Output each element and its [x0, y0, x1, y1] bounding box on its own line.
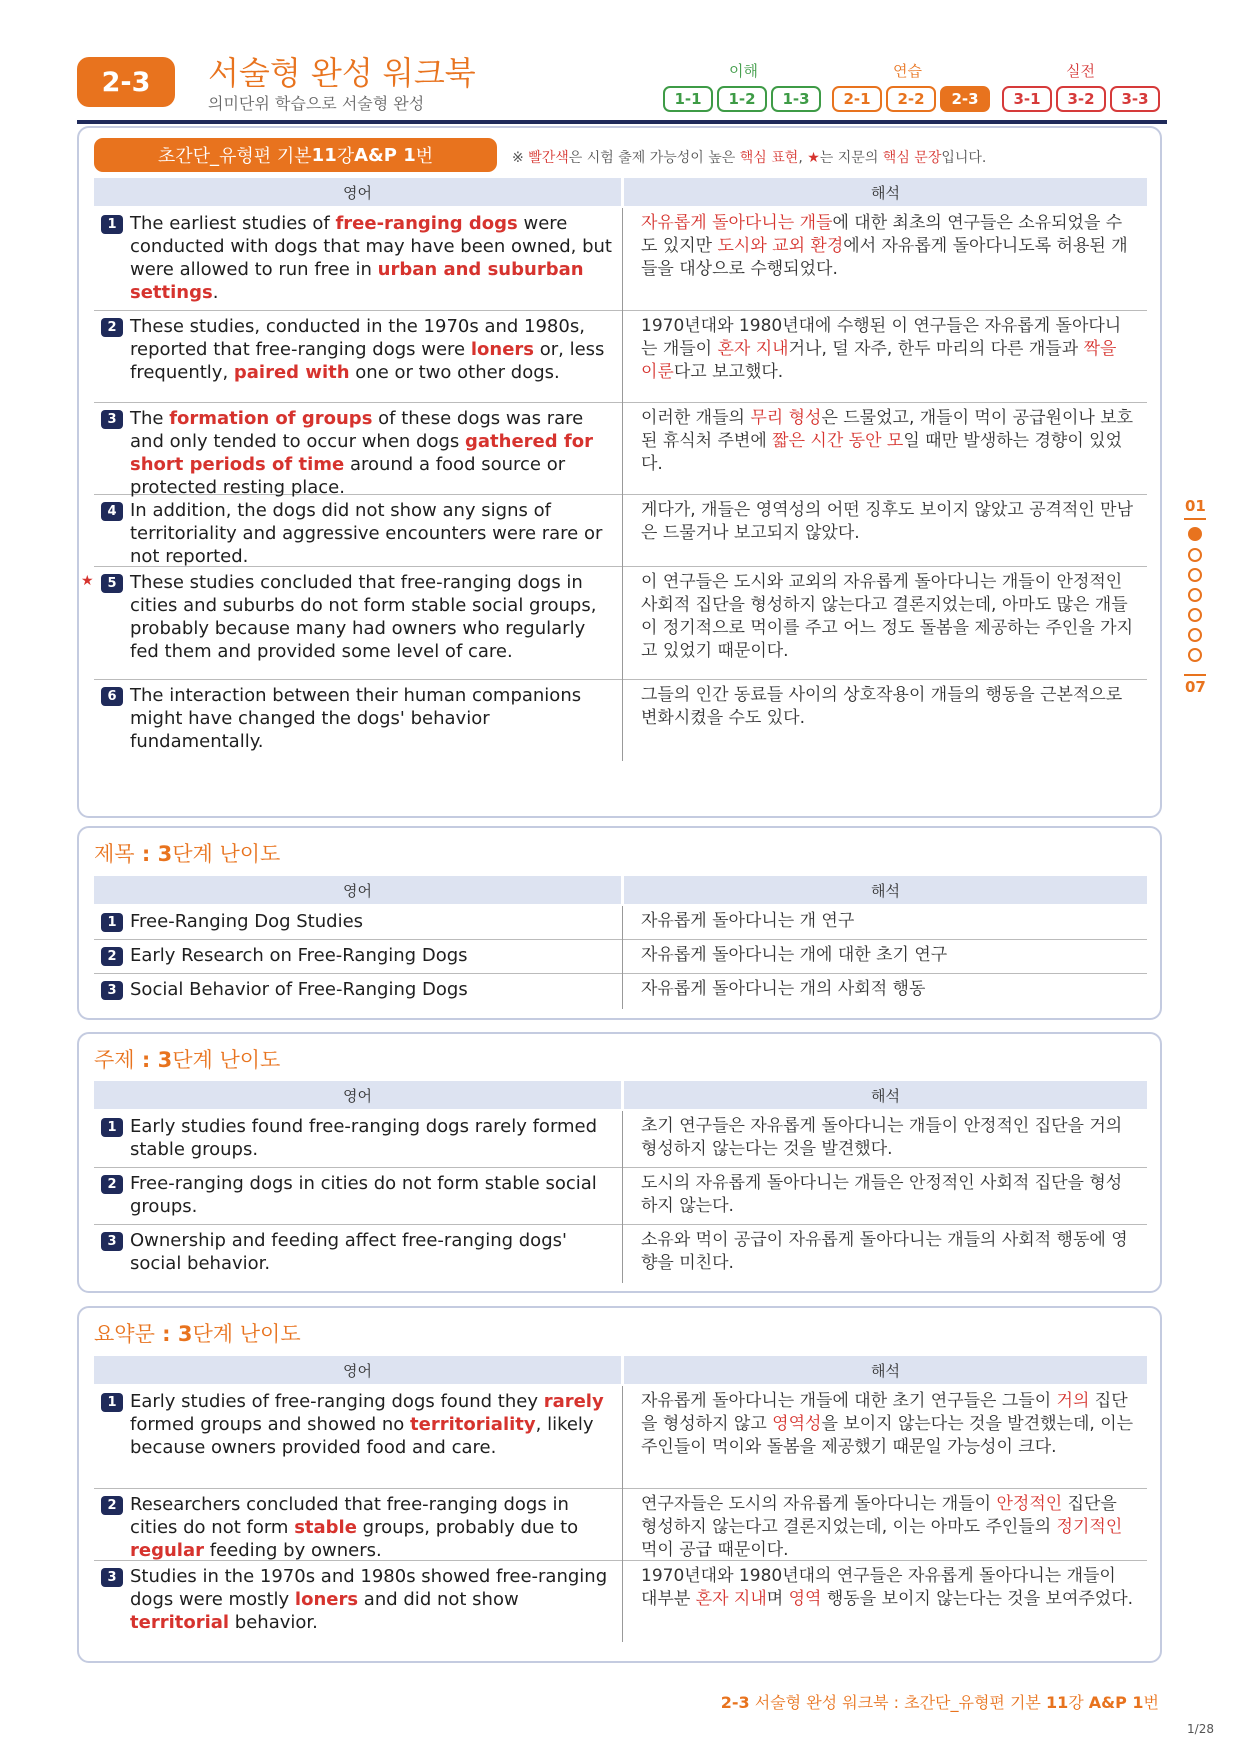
- sentence-number: 3: [101, 410, 123, 429]
- unit-pill-1-3[interactable]: 1-3: [771, 86, 821, 112]
- option-english: Social Behavior of Free-Ranging Dogs: [130, 979, 468, 1000]
- column-header-translation: 해석: [624, 1356, 1147, 1384]
- unit-pill-3-3[interactable]: 3-3: [1110, 86, 1160, 112]
- sentence-number: 2: [101, 318, 123, 337]
- column-header-english: 영어: [94, 876, 621, 904]
- option-number: 1: [101, 1118, 123, 1137]
- side-pager-divider: [1184, 674, 1206, 676]
- key-sentence-star-icon: ★: [81, 573, 94, 589]
- option-english: Free-ranging dogs in cities do not form stable social groups.: [130, 1173, 597, 1217]
- option-number: 3: [101, 1568, 123, 1587]
- sentence-row: 4 In addition, the dogs did not show any signs of territoriality and aggressive encounters were rare or not reported. 게다가, 개들은 영역성의 어떤 징후도 보이지 않았고 공격적인 만남은 드물거나 보고되지 않았다.: [94, 495, 1147, 567]
- sentence-row: 2 These studies, conducted in the 1970s and 1980s, reported that free-ranging dogs were loners or, less frequently, paired with one or two other dogs. 1970년대와 1980년대에 수행된 이 연구들은 자유롭게 돌아다니는 개들이 혼자 지내거나, 덜 자주, 한두 마리의 다른 개들과 짝을 이룬다고 보고했다.: [94, 311, 1147, 403]
- title-panel: [77, 826, 1162, 1020]
- theme-option-row: [94, 1111, 1147, 1168]
- option-translation: 소유와 먹이 공급이 자유롭게 돌아다니는 개들의 사회적 행동에 영향을 미친다.: [641, 1230, 1128, 1273]
- option-number: 2: [101, 1175, 123, 1194]
- option-number: 2: [101, 1496, 123, 1515]
- option-translation: 초기 연구들은 자유롭게 돌아다니는 개들이 안정적인 집단을 거의 형성하지 않는다는 것을 발견했다.: [641, 1116, 1123, 1159]
- sentence-row: 3 The formation of groups of these dogs was rare and only tended to occur when dogs gathered for short periods of time around a food source or protected resting place. 이러한 개들의 무리 형성은 드물었고, 개들이 먹이 공급원이나 보호된 휴식처 주변에 짧은 시간 동안 모일 때만 발생하는 경향이 있었다.: [94, 403, 1147, 495]
- sentence-row: 6 The interaction between their human companions might have changed the dogs' behavior fundamentally. 그들의 인간 동료들 사이의 상호작용이 개들의 행동을 근본적으로 변화시켰을 수도 있다.: [94, 680, 1147, 760]
- sentence-row: 1 The earliest studies of free-ranging dogs were conducted with dogs that may have been owned, but were allowed to run free in urban and suburban settings. 자유롭게 돌아다니는 개들에 대한 최초의 연구들은 소유되었을 수도 있지만 도시와 교외 환경에서 자유롭게 돌아다니도록 허용된 개들을 대상으로 수행되었다.: [94, 208, 1147, 311]
- category-understand: 이해: [729, 62, 758, 80]
- unit-pill-2-1[interactable]: 2-1: [832, 86, 882, 112]
- option-number: 1: [101, 1393, 123, 1412]
- passage-panel: [77, 126, 1162, 818]
- unit-pill-2-3[interactable]: 2-3: [940, 86, 990, 112]
- section-title: 주제 : 3단계 난이도: [94, 1048, 281, 1072]
- summary-panel: [77, 1306, 1162, 1663]
- summary-option-row: 2 Researchers concluded that free-ranging dogs in cities do not form stable groups, probably due to regular feeding by owners. 연구자들은 도시의 자유롭게 돌아다니는 개들이 안정적인 집단을 형성하지 않는다고 결론지었는데, 이는 아마도 주인들의 정기적인 먹이 공급 때문이다.: [94, 1489, 1147, 1561]
- side-pager-divider: [1184, 518, 1206, 520]
- option-number: 3: [101, 981, 123, 1000]
- option-english: Free-Ranging Dog Studies: [130, 911, 364, 932]
- lesson-tag: 초간단_유형편 기본 11 강 A&P 1 번: [94, 138, 497, 172]
- pager-dot[interactable]: [1188, 548, 1202, 562]
- option-translation: 자유롭게 돌아다니는 개의 사회적 행동: [641, 979, 926, 999]
- pager-dot[interactable]: [1188, 648, 1202, 662]
- option-translation: 도시의 자유롭게 돌아다니는 개들은 안정적인 사회적 집단을 형성하지 않는다.: [641, 1173, 1123, 1216]
- option-english: Early studies found free-ranging dogs rarely formed stable groups.: [130, 1116, 598, 1160]
- legend-notice: ※ 빨간색은 시험 출제 가능성이 높은 핵심 표현, ★는 지문의 핵심 문장입니다.: [512, 150, 987, 166]
- option-number: 1: [101, 913, 123, 932]
- pager-dot[interactable]: [1188, 628, 1202, 642]
- column-header-translation: 해석: [624, 178, 1147, 206]
- pager-dot[interactable]: [1188, 608, 1202, 622]
- pager-dot[interactable]: [1188, 588, 1202, 602]
- section-title: 요약문 : 3단계 난이도: [94, 1322, 301, 1346]
- option-number: 2: [101, 947, 123, 966]
- page-subtitle: 의미단위 학습으로 서술형 완성: [208, 94, 425, 113]
- unit-pill-1-1[interactable]: 1-1: [663, 86, 713, 112]
- unit-badge: 2-3: [77, 57, 175, 107]
- header-divider: [77, 120, 1167, 124]
- sentence-number: 4: [101, 502, 123, 521]
- option-translation: 자유롭게 돌아다니는 개 연구: [641, 911, 855, 931]
- column-header-english: 영어: [94, 178, 621, 206]
- sentence-row: ★ 5 These studies concluded that free-ranging dogs in cities and suburbs do not form stable social groups, probably because many had owners who regularly fed them and provided some level of care. 이 연구들은 도시와 교외의 자유롭게 돌아다니는 개들이 안정적인 사회적 집단을 형성하지 않는다고 결론지었는데, 아마도 많은 개들이 정기적으로 먹이를 주고 어느 정도 돌봄을 제공하는 주인을 가지고 있었기 때문이다.: [94, 567, 1147, 680]
- category-real: 실전: [1066, 62, 1095, 80]
- title-option-row: [94, 940, 1147, 974]
- side-pager-end: 07: [1185, 678, 1206, 696]
- category-practice: 연습: [893, 62, 922, 80]
- sentence-number: 5: [101, 574, 123, 593]
- theme-option-row: [94, 1225, 1147, 1282]
- column-header-english: 영어: [94, 1081, 621, 1109]
- column-header-english: 영어: [94, 1356, 621, 1384]
- footer-title: 2-3 서술형 완성 워크북 : 초간단_유형편 기본 11강 A&P 1번: [720, 1693, 1159, 1712]
- title-option-row: [94, 906, 1147, 940]
- pager-dot-active[interactable]: [1188, 527, 1202, 541]
- theme-panel: [77, 1032, 1162, 1293]
- unit-pill-1-2[interactable]: 1-2: [717, 86, 767, 112]
- section-title: 제목 : 3단계 난이도: [94, 842, 281, 866]
- summary-option-row: 1 Early studies of free-ranging dogs found they rarely formed groups and showed no territoriality, likely because owners provided food and care. 자유롭게 돌아다니는 개들에 대한 초기 연구들은 그들이 거의 집단을 형성하지 않고 영역성을 보이지 않는다는 것을 발견했는데, 이는 주인들이 먹이와 돌봄을 제공했기 때문일 가능성이 크다.: [94, 1386, 1147, 1489]
- summary-option-row: 3 Studies in the 1970s and 1980s showed free-ranging dogs were mostly loners and did not show territorial behavior. 1970년대와 1980년대의 연구들은 자유롭게 돌아다니는 개들이 대부분 혼자 지내며 영역 행동을 보이지 않는다는 것을 보여주었다.: [94, 1561, 1147, 1641]
- title-option-row: [94, 974, 1147, 1008]
- column-header-translation: 해석: [624, 876, 1147, 904]
- option-english: Ownership and feeding affect free-ranging dogs' social behavior.: [130, 1230, 567, 1274]
- unit-pill-2-2[interactable]: 2-2: [886, 86, 936, 112]
- theme-option-row: [94, 1168, 1147, 1225]
- unit-pill-3-1[interactable]: 3-1: [1002, 86, 1052, 112]
- sentence-number: 1: [101, 215, 123, 234]
- page-title: 서술형 완성 워크북: [208, 54, 476, 92]
- pager-dot[interactable]: [1188, 568, 1202, 582]
- side-pager-start: 01: [1185, 497, 1206, 515]
- page-number: 1/28: [1187, 1722, 1214, 1736]
- sentence-number: 6: [101, 687, 123, 706]
- option-translation: 자유롭게 돌아다니는 개에 대한 초기 연구: [641, 945, 948, 965]
- unit-pill-3-2[interactable]: 3-2: [1056, 86, 1106, 112]
- option-english: Early Research on Free-Ranging Dogs: [130, 945, 468, 966]
- option-number: 3: [101, 1232, 123, 1251]
- column-header-translation: 해석: [624, 1081, 1147, 1109]
